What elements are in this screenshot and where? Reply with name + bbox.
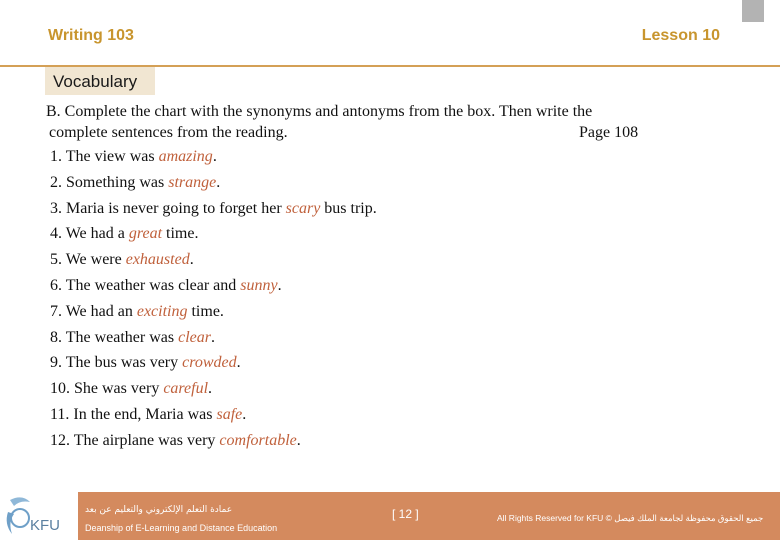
lesson-title: Lesson 10 <box>641 27 720 44</box>
sentence-ending: . <box>236 354 241 372</box>
sentence-item <box>50 173 377 199</box>
sentence-ending: . <box>216 173 221 191</box>
sentence-ending: . <box>189 251 194 269</box>
vocabulary-word: safe <box>216 405 243 423</box>
sentence-ending: bus trip. <box>320 199 377 217</box>
vocabulary-word: strange <box>168 173 217 191</box>
page-number: [ 12 ] <box>392 507 419 521</box>
sentence-item <box>50 224 377 250</box>
sentence-text: 4. We had a <box>50 225 129 243</box>
sentence-text: 11. In the end, Maria was <box>50 405 217 423</box>
sentence-text: 8. The weather was <box>50 328 179 346</box>
sentence-item <box>50 199 377 225</box>
vocabulary-word: sunny <box>240 276 278 294</box>
sentence-item <box>50 276 377 302</box>
vocabulary-word: comfortable <box>219 431 297 449</box>
kfu-logo-icon <box>0 492 78 540</box>
logo-text: KFU <box>30 517 60 534</box>
sentence-text: 6. The weather was clear and <box>50 276 241 294</box>
sentence-item <box>50 353 377 379</box>
rights-text: All Rights Reserved for KFU © جميع الحقوق محفوظة لجامعة الملك فيصل <box>497 513 764 523</box>
sentence-text: 5. We were <box>50 251 126 269</box>
sentence-item <box>50 147 377 173</box>
sentence-ending: . <box>210 328 215 346</box>
instruction-line-2: complete sentences from the reading. <box>49 124 288 141</box>
vocabulary-word: careful <box>163 380 209 398</box>
sentence-text: 9. The bus was very <box>50 354 183 372</box>
sentence-text: 12. The airplane was very <box>50 431 220 449</box>
deanship-text: Deanship of E-Learning and Distance Education <box>85 523 278 533</box>
logo <box>0 492 78 540</box>
sentence-text: 10. She was very <box>50 380 164 398</box>
vocabulary-word: crowded <box>182 354 237 372</box>
instructions <box>46 101 746 143</box>
sentence-item <box>50 250 377 276</box>
sentence-ending: time. <box>162 225 199 243</box>
vocabulary-word: exhausted <box>125 251 190 269</box>
corner-decoration <box>742 0 764 22</box>
sentence-text: 2. Something was <box>50 173 169 191</box>
sentence-text: 1. The view was <box>50 148 159 165</box>
section-title: Vocabulary <box>53 72 138 91</box>
sentence-ending: time. <box>187 302 224 320</box>
sentence-ending: . <box>208 380 213 398</box>
arabic-deanship-text: عمادة التعلم الإلكتروني والتعليم عن بعد <box>85 505 233 515</box>
instruction-line-1: B. Complete the chart with the synonyms and antonyms from the box. Then write the <box>46 103 593 120</box>
course-title: Writing 103 <box>48 27 134 44</box>
sentence-text: 7. We had an <box>50 302 137 320</box>
sentence-ending: . <box>277 276 282 294</box>
vocabulary-word: clear <box>178 328 211 346</box>
sentence-ending: . <box>212 148 217 165</box>
vocabulary-word: amazing <box>158 148 213 165</box>
vocabulary-word: scary <box>285 199 321 217</box>
sentence-ending: . <box>296 431 301 449</box>
sentence-list <box>50 147 377 457</box>
sentence-item <box>50 431 377 457</box>
vocabulary-word: great <box>128 225 163 243</box>
sentence-ending: . <box>242 405 247 423</box>
page-reference: Page 108 <box>579 124 639 141</box>
sentence-text: 3. Maria is never going to forget her <box>50 199 286 217</box>
vocabulary-word: exciting <box>136 302 188 320</box>
sentence-item <box>50 405 377 431</box>
sentence-item <box>50 302 377 328</box>
sentence-item <box>50 328 377 354</box>
sentence-item <box>50 379 377 405</box>
